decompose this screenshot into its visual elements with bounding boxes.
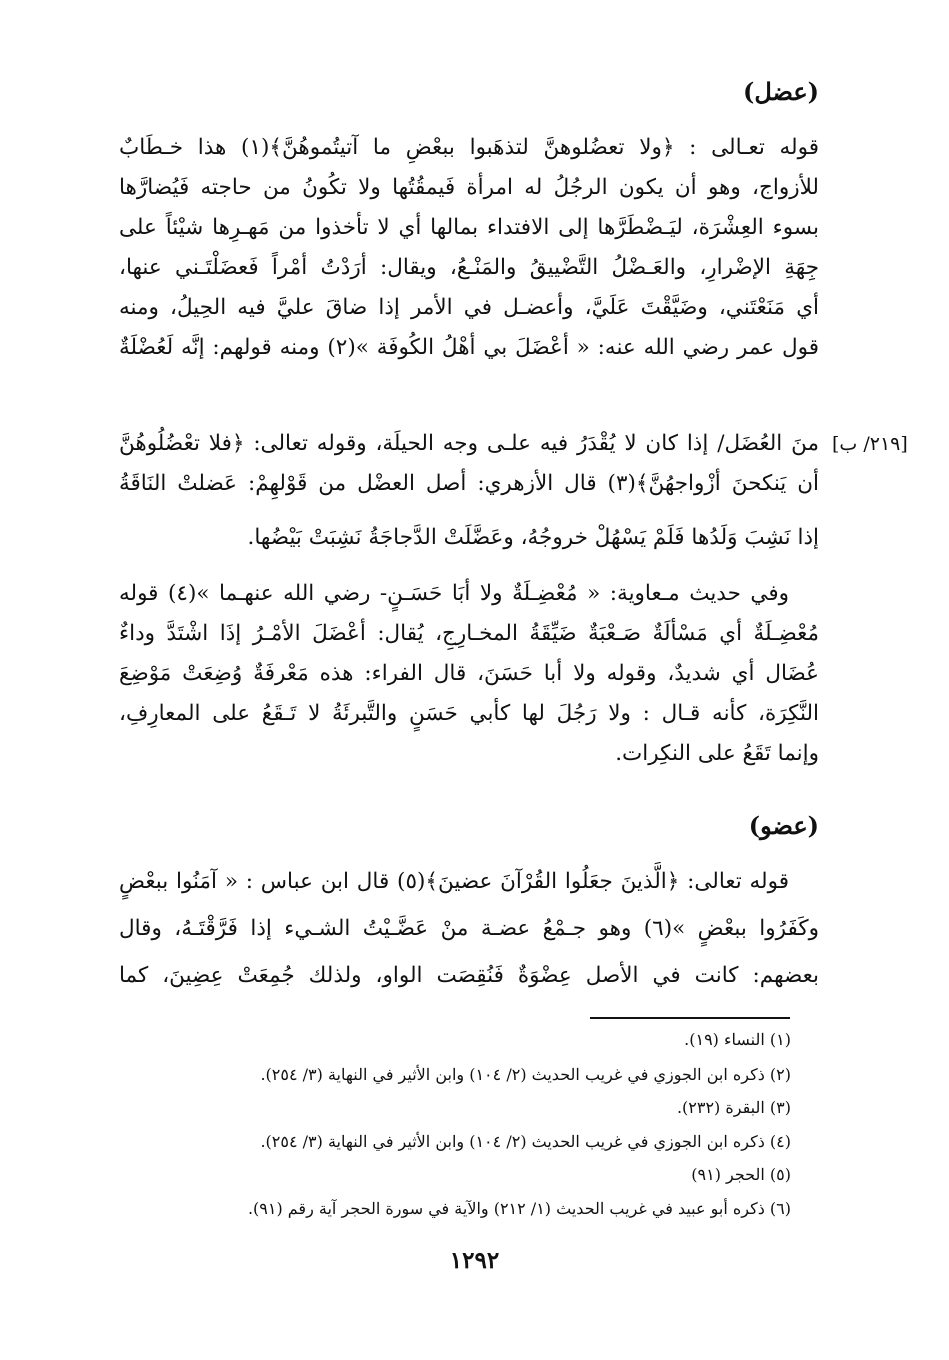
entry-heading-adl: (عضل) <box>742 77 819 106</box>
paragraph-first-line: وفي حديث مـعاوية: « مُعْضِـلَةٌ ولا أبَا حَسَـنٍ- رضي الله عنهـما »(٤) قوله <box>119 581 789 606</box>
text-line: جِهَةِ الإضْرارِ، والعَـضْلُ التَّضْييقُ والمَنْـعُ، ويقال: أرَدْتُ أمْراً فَعضَلْتَـني عنها، <box>119 255 819 280</box>
footnote: (٣) البقرة (٢٣٢). <box>676 1098 791 1117</box>
footnote-separator <box>590 1017 790 1019</box>
text-line: للأزواج، وهو أن يكون الرجُلُ له امرأة فَيمقُتُها ولا تكُونُ من حاجته فَيُضارَّها <box>119 175 819 200</box>
text-line: إذا نَشِبَ وَلَدُها فَلَمْ يَسْهُلْ خروجُهُ، وعَضَّلَتْ الدَّجاجَةُ نَشِبَتْ بَيْضُها. <box>247 525 819 550</box>
footnote: (١) النساء (١٩). <box>684 1030 791 1049</box>
text-line: النَّكِرَة، كأنه قـال : ولا رَجُلَ لها كأبي حَسَنٍ والتَّبرئَةُ لا تَـقَعُ على المعارِفِ، <box>119 701 819 726</box>
text-line: وإنما تَقَعُ على النكِرات. <box>615 741 819 766</box>
footnote: (٥) الحجر (٩١) <box>691 1165 791 1184</box>
text-line: مُعْضِـلَةٌ أي مَسْألَةٌ صَـعْبَةٌ ضَيِّقَةُ المخـارِجِ، يُقال: أعْضَلَ الأمْـرُ إذَا اشْتَدَّ وداءٌ <box>119 621 819 646</box>
text-line: قوله تعـالى : ﴿ولا تعضُلوهنَّ لتذهَبوا ببعْضِ ما آتيتُموهُنَّ﴾(١) هذا خـطَابٌ <box>119 135 819 160</box>
text-line: أي مَنَعْتَني، وضَيَّقْتَ عَلَيَّ، وأعضـل في الأمر إذا ضاقَ عليَّ فيه الحِيلُ، ومنه <box>119 295 819 320</box>
text-line: عُضَال أي شديدٌ، وقوله ولا أبا حَسَنَ، قال الفراء: هذه مَعْرفَةٌ وُضِعَتْ مَوْضِعَ <box>119 661 819 686</box>
paragraph-first-line: قوله تعالى: ﴿الَّذينَ جعَلُوا القُرْآنَ عضينَ﴾(٥) قال ابن عباس : « آمَنُوا ببعْضٍ <box>119 869 789 894</box>
footnote: (٢) ذكره ابن الجوزي في غريب الحديث (٢/ ١٠٤) وابن الأثير في النهاية (٣/ ٢٥٤). <box>260 1065 791 1084</box>
text-line: قول عمر رضي الله عنه: « أعْضَلَ بي أهْلُ الكُوفَة »(٢) ومنه قولهم: إنَّه لَعُضْلَةٌ <box>119 335 819 360</box>
entry-heading-adw: (عضو) <box>748 811 819 840</box>
footnote: (٤) ذكره ابن الجوزي في غريب الحديث (٢/ ١٠٤) وابن الأثير في النهاية (٣/ ٢٥٤). <box>260 1132 791 1151</box>
text-line: أن يَنكحنَ أزْواجهُنَّ﴾(٣) قال الأزهري: أصل العضْل من قَوْلهِمْ: عَضلتْ النَاقَةُ <box>119 471 819 496</box>
text-line: بسوء العِشْرَة، ليَـضْطَرَّها إلى الافتداء بمالها أي لا تأخذوا من مَهـرِها شيْئاً على <box>119 215 819 240</box>
manuscript-folio-note: [٢١٩/ ب] <box>832 433 908 455</box>
page-number: ١٢٩٢ <box>449 1247 500 1274</box>
footnote: (٦) ذكره أبو عبيد في غريب الحديث (١/ ٢١٢) والآية في سورة الحجر آية رقم (٩١). <box>247 1199 791 1218</box>
text-line: وكَفَرُوا ببعْضٍ »(٦) وهو جـمْعُ عضـة منْ عَضَّـيْتُ الشـيء إذا فَرَّقْتَـهُ، وقال <box>119 916 819 941</box>
text-line: منَ العُضَل/ إذا كان لا يُقْدَرُ فيه علـى وجه الحيلَة، وقوله تعالى: ﴿فلا تعْضُلُوهُنَّ <box>119 431 819 456</box>
text-line: بعضهم: كانت في الأصل عِضْوَةٌ فَنُقِصَت الواو، ولذلك جُمِعَتْ عِضِينَ، كما <box>119 963 819 988</box>
